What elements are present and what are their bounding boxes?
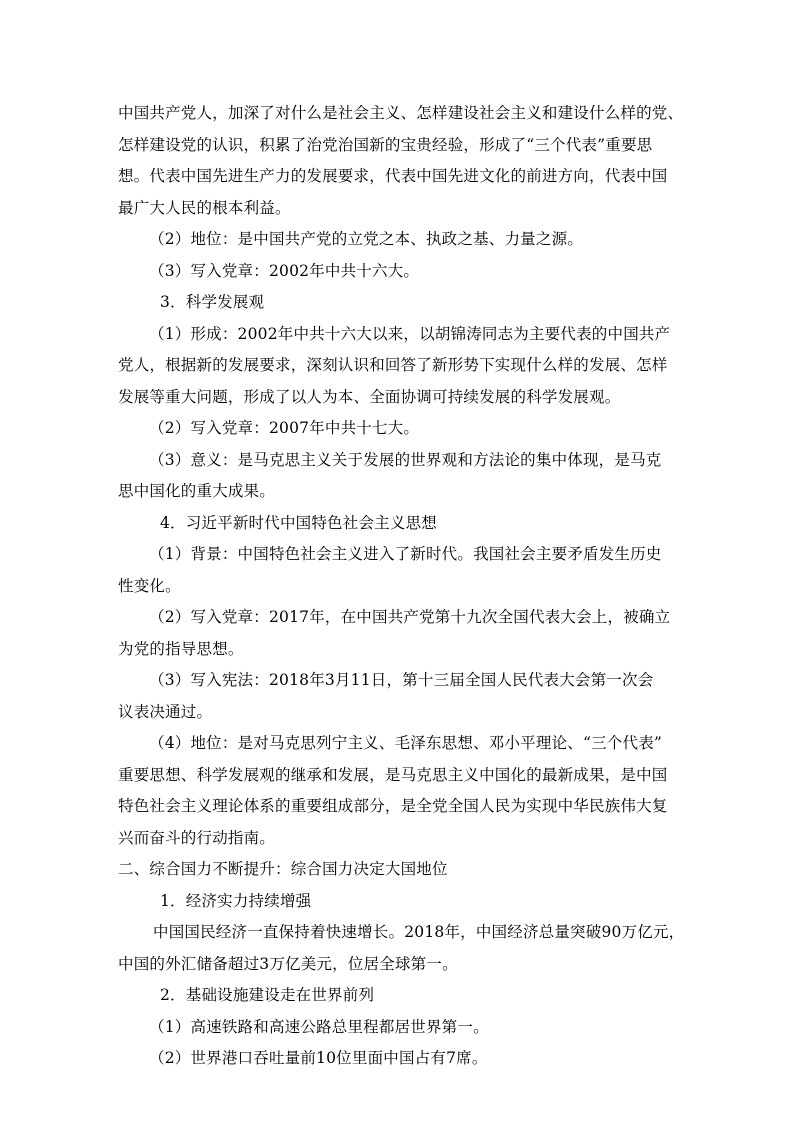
text-line: （3）意义：是马克思主义关于发展的世界观和方法论的集中体现，是马克: [149, 450, 662, 469]
text-line: （2）地位：是中国共产党的立党之本、执政之基、力量之源。: [149, 230, 583, 248]
text-line: 特色社会主义理论体系的重要组成部分，是全党全国人民为实现中华民族伟大复: [118, 797, 668, 815]
text-line: （2）写入党章：2017年，在中国共产党第十九次全国代表大会上，被确立: [149, 608, 671, 626]
text-line: 重要思想、科学发展观的继承和发展，是马克思主义中国化的最新成果，是中国: [118, 765, 668, 784]
text-line: 党人，根据新的发展要求，深刻认识和回答了新形势下实现什么样的发展、怎样: [118, 356, 668, 374]
chapter-heading: 二、综合国力不断提升：综合国力决定大国地位: [118, 860, 448, 878]
text-line: 中国国民经济一直保持着快速增长。2018年，中国经济总量突破90万亿元，: [153, 923, 684, 941]
text-line: 怎样建设党的认识，积累了治党治国新的宝贵经验，形成了“三个代表”重要思: [118, 135, 653, 154]
text-line: 为党的指导思想。: [118, 639, 244, 658]
text-line: （2）世界港口吞吐量前10位里面中国占有7席。: [149, 1049, 488, 1067]
text-line: （2）写入党章：2007年中共十七大。: [149, 419, 420, 437]
text-line: 议表决通过。: [118, 702, 213, 721]
text-line: （1）形成：2002年中共十六大以来，以胡锦涛同志为主要代表的中国共产: [149, 324, 671, 343]
section-heading: 3．科学发展观: [160, 293, 265, 311]
text-line: 中国的外汇储备超过3万亿美元，位居全球第一。: [118, 954, 458, 973]
text-line: （1）高速铁路和高速公路总里程都居世界第一。: [149, 1017, 489, 1036]
text-line: （4）地位：是对马克思列宁主义、毛泽东思想、邓小平理论、“三个代表”: [149, 734, 663, 752]
text-line: 思中国化的重大成果。: [118, 482, 276, 500]
text-line: （3）写入党章：2002年中共十六大。: [149, 261, 420, 280]
text-line: 性变化。: [118, 576, 181, 595]
document-page: [118, 98, 684, 1075]
text-line: （3）写入宪法：2018年3月11日，第十三届全国人民代表大会第一次会: [149, 671, 654, 689]
section-heading: 4．习近平新时代中国特色社会主义思想: [160, 513, 437, 532]
section-heading: 2．基础设施建设走在世界前列: [160, 986, 375, 1004]
text-line: 想。代表中国先进生产力的发展要求，代表中国先进文化的前进方向，代表中国: [118, 167, 668, 185]
text-line: 中国共产党人，加深了对什么是社会主义、怎样建设社会主义和建设什么样的党、: [118, 104, 684, 122]
section-heading: 1．经济实力持续增强: [160, 891, 312, 910]
text-line: （1）背景：中国特色社会主义进入了新时代。我国社会主要矛盾发生历史: [149, 545, 662, 563]
text-line: 最广大人民的根本利益。: [118, 198, 291, 217]
text-line: 发展等重大问题，形成了以人为本、全面协调可持续发展的科学发展观。: [118, 387, 621, 406]
text-line: 兴而奋斗的行动指南。: [118, 828, 276, 847]
